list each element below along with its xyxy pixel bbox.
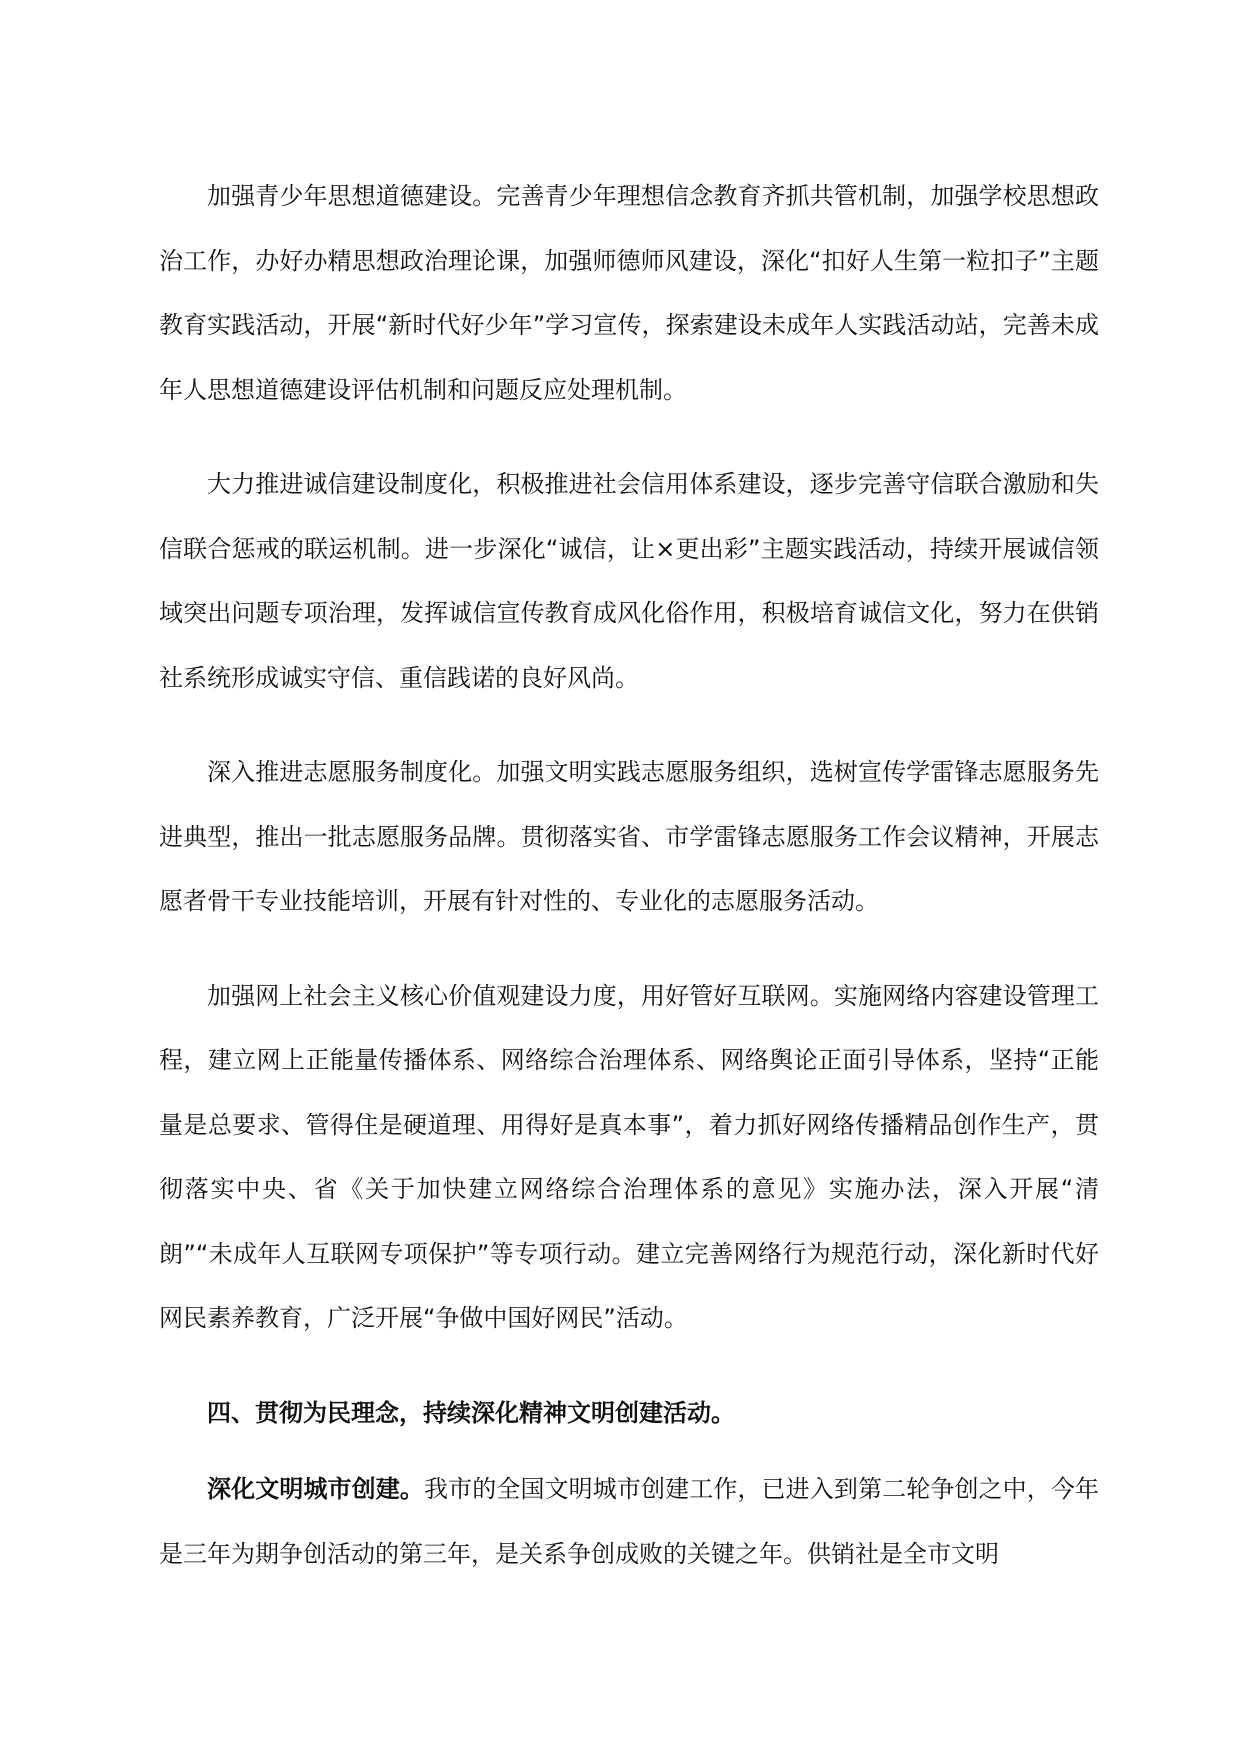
paragraph-online-core-values: 加强网上社会主义核心价值观建设力度，用好管好互联网。实施网络内容建设管理工程，建立网上正能量传播体系、网络综合治理体系、网络舆论正面引导体系，坚持“正能量是总要求、管得住是硬道理、用得好是真本事”，着力抓好网络传播精品创作生产，贯彻落实中央、省《关于加快建立网络综合治理体系的意见》实施办法，深入开展“清朗”“未成年人互联网专项保护”等专项行动。建立完善网络行为规范行动，深化新时代好网民素养教育，广泛开展“争做中国好网民”活动。 xyxy=(159,981,1099,1332)
paragraph-volunteer-service: 深入推进志愿服务制度化。加强文明实践志愿服务组织，选树宣传学雷锋志愿服务先进典型，推出一批志愿服务品牌。贯彻落实省、市学雷锋志愿服务工作会议精神，开展志愿者骨干专业技能培训，开展有针对性的、专业化的志愿服务活动。 xyxy=(159,758,1099,915)
paragraph-integrity-system: 大力推进诚信建设制度化，积极推进社会信用体系建设，逐步完善守信联合激励和失信联合惩戒的联运机制。进一步深化“诚信，让×更出彩”主题实践活动，持续开展诚信领域突出问题专项治理，发挥诚信宣传教育成风化俗作用，积极培育诚信文化，努力在供销社系统形成诚实守信、重信践诺的良好风尚。 xyxy=(159,470,1099,692)
document-body xyxy=(159,164,1099,1586)
paragraph-youth-moral-education: 加强青少年思想道德建设。完善青少年理想信念教育齐抓共管机制，加强学校思想政治工作，办好办精思想政治理论课，加强师德师风建设，深化“扣好人生第一粒扣子”主题教育实践活动，开展“新时代好少年”学习宣传，探索建设未成年人实践活动站，完善未成年人思想道德建设评估机制和问题反应处理机制。 xyxy=(159,182,1099,404)
paragraph-lead-text: 深化文明城市创建。 xyxy=(207,1475,424,1503)
paragraph-civilized-city xyxy=(159,1457,1099,1586)
paragraph-body-text: 我市的全国文明城市创建工作，已进入到第二轮争创之中，今年是三年为期争创活动的第三年，是关系争创成败的关键之年。供销社是全市文明 xyxy=(159,1475,1099,1568)
section-heading: 四、贯彻为民理念，持续深化精神文明创建活动。 xyxy=(207,1398,735,1427)
